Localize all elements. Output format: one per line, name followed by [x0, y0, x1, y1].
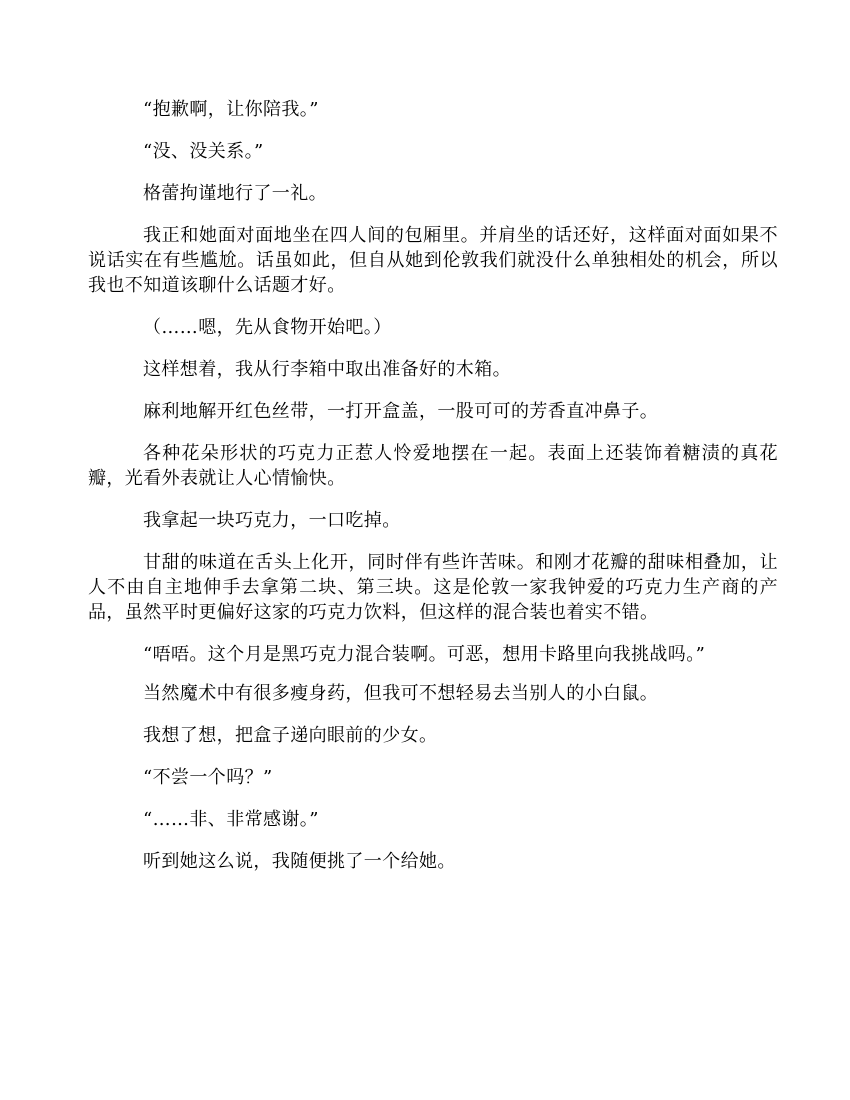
paragraph: “不尝一个吗？” — [143, 767, 273, 788]
paragraph: 格蕾拘谨地行了一礼。 — [143, 183, 327, 204]
paragraph: 当然魔术中有很多瘦身药，但我可不想轻易去当别人的小白鼠。 — [143, 683, 659, 704]
paragraph: 这样想着，我从行李箱中取出准备好的木箱。 — [143, 359, 511, 380]
paragraph: “抱歉啊，让你陪我。” — [143, 99, 319, 120]
paragraph: 听到她这么说，我随便挑了一个给她。 — [143, 851, 456, 872]
paragraph: 我正和她面对面地坐在四人间的包厢里。并肩坐的话还好，这样面对面如果不说话实在有些尴尬。话虽如此，但自从她到伦敦我们就没什么单独相处的机会，所以我也不知道该聊什么话题才好。 — [88, 225, 778, 296]
paragraph: （……嗯，先从食物开始吧。） — [143, 317, 392, 338]
paragraph: “唔唔。这个月是黑巧克力混合装啊。可恶，想用卡路里向我挑战吗。” — [143, 644, 706, 665]
paragraph: 我拿起一块巧克力，一口吃掉。 — [143, 510, 401, 531]
paragraph: 各种花朵形状的巧克力正惹人怜爱地摆在一起。表面上还装饰着糖渍的真花瓣，光看外表就让人心情愉快。 — [88, 443, 778, 489]
paragraph: “没、没关系。” — [143, 141, 264, 162]
body-text — [88, 97, 778, 891]
paragraph: “……非、非常感谢。” — [143, 809, 319, 830]
paragraph: 我想了想，把盒子递向眼前的少女。 — [143, 725, 438, 746]
paragraph: 麻利地解开红色丝带，一打开盒盖，一股可可的芳香直冲鼻子。 — [143, 401, 659, 422]
paragraph: 甘甜的味道在舌头上化开，同时伴有些许苦味。和刚才花瓣的甜味相叠加，让人不由自主地伸手去拿第二块、第三块。这是伦敦一家我钟爱的巧克力生产商的产品，虽然平时更偏好这家的巧克力饮料，但这样的混合装也着实不错。 — [88, 552, 778, 623]
